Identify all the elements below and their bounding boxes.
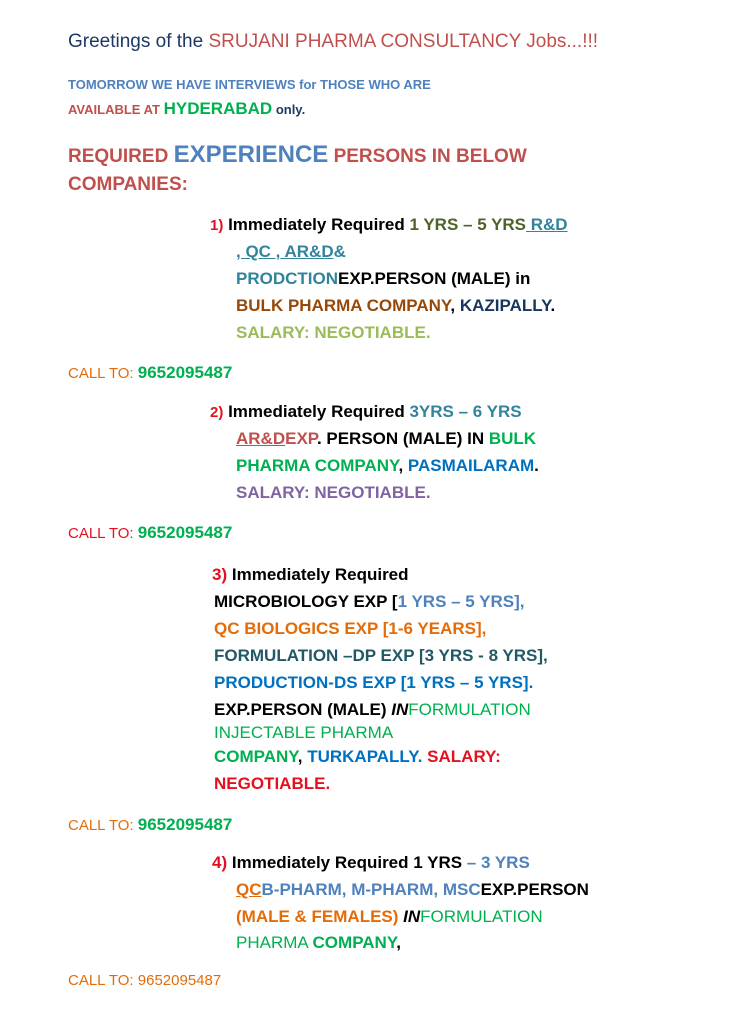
job-4-comma: , xyxy=(396,933,402,952)
job-1-line-1 xyxy=(210,215,568,235)
job-2-bulk: BULK xyxy=(488,429,537,448)
job-4-required: Immediately Required 1 YRS xyxy=(231,853,467,872)
heading-required: REQUIRED xyxy=(68,146,174,167)
job-2-company: PHARMA COMPANY xyxy=(236,456,399,475)
heading-line-2: COMPANIES: xyxy=(68,174,188,195)
job-3-formulation: FORMULATION –DP EXP [3 YRS - 8 YRS], xyxy=(214,646,548,665)
job-4-line-4 xyxy=(236,933,401,953)
job-1-period: . xyxy=(550,296,556,315)
job-2-line-2 xyxy=(236,429,536,449)
job-1-number: 1) xyxy=(210,217,224,234)
job-1-rd: R&D xyxy=(526,215,568,234)
job-4-line-3 xyxy=(236,907,543,927)
job-4-qc: QC xyxy=(236,880,262,899)
job-1-salary: SALARY: NEGOTIABLE. xyxy=(236,323,431,342)
job-3-line-6 xyxy=(214,700,531,720)
call-4-label: CALL TO: xyxy=(68,972,138,989)
call-4-phone[interactable]: 9652095487 xyxy=(137,972,222,989)
job-4-company: COMPANY xyxy=(312,933,397,952)
job-3-line-8 xyxy=(214,747,501,767)
job-1-location: KAZIPALLY xyxy=(459,296,551,315)
job-2-comma: , xyxy=(398,456,408,475)
intro-available: AVAILABLE AT xyxy=(68,102,164,117)
job-1-comma: , xyxy=(450,296,460,315)
job-4-gender: (MALE & FEMALES) xyxy=(236,907,404,926)
job-1-line-4 xyxy=(236,296,555,316)
job-1-amp: & xyxy=(333,242,346,261)
call-3 xyxy=(68,815,232,835)
intro-line-1: TOMORROW WE HAVE INTERVIEWS for THOSE WHO ARE xyxy=(68,77,431,92)
job-2-line-1 xyxy=(210,402,522,422)
job-2-line-3 xyxy=(236,456,539,476)
job-2-person: . PERSON (MALE) IN xyxy=(316,429,489,448)
call-1 xyxy=(68,363,232,383)
job-4-degrees: B-PHARM, M-PHARM, MSC xyxy=(261,880,481,899)
job-3-micro-end: ], xyxy=(514,592,525,611)
call-1-phone[interactable]: 9652095487 xyxy=(137,363,233,382)
job-1-production: PRODCTION xyxy=(236,269,338,288)
job-2-location: PASMAILARAM xyxy=(407,456,535,475)
job-2-number: 2) xyxy=(210,404,224,421)
job-1-company: BULK PHARMA COMPANY xyxy=(236,296,451,315)
job-3-qc-biologics: QC BIOLOGICS EXP [1-6 YEARS], xyxy=(214,619,487,638)
call-3-label: CALL TO: xyxy=(68,817,138,834)
job-3-salary-label: SALARY: xyxy=(427,747,501,766)
job-3-injectable: INJECTABLE PHARMA xyxy=(214,723,394,742)
job-3-period: . xyxy=(417,747,428,766)
job-1-line-2 xyxy=(236,242,346,262)
job-2-exp: EXP xyxy=(285,429,317,448)
job-1-exp-person: EXP.PERSON (MALE) in xyxy=(338,269,531,288)
job-2-years: 3YRS – 6 YRS xyxy=(409,402,522,421)
job-2-required: Immediately Required xyxy=(228,402,410,421)
job-4-line-1 xyxy=(212,853,530,873)
heading-experience: EXPERIENCE xyxy=(173,141,329,168)
heading-line-1 xyxy=(68,141,527,169)
heading-persons: PERSONS IN BELOW xyxy=(328,146,527,167)
greeting-line xyxy=(68,31,598,53)
job-4-number: 4) xyxy=(212,853,228,872)
job-1-years: 1 YRS – 5 YRS xyxy=(409,215,527,234)
greeting-prefix: Greetings of the xyxy=(68,31,209,52)
job-3-comma: , xyxy=(297,747,308,766)
job-4-in: IN xyxy=(403,907,421,926)
job-4-pharma: PHARMA xyxy=(236,933,313,952)
job-3-exp-person: EXP.PERSON (MALE) xyxy=(214,700,392,719)
greeting-company: SRUJANI PHARMA CONSULTANCY Jobs...!!! xyxy=(208,31,599,52)
job-1-qc-ard: , QC , AR&D xyxy=(236,242,334,261)
job-1-required: Immediately Required xyxy=(228,215,410,234)
job-4-line-2 xyxy=(236,880,589,900)
job-3-number: 3) xyxy=(212,565,228,584)
intro-only: only. xyxy=(272,102,306,117)
intro-line-2 xyxy=(68,99,305,119)
job-3-line-1 xyxy=(212,565,409,585)
job-3-negotiable: NEGOTIABLE. xyxy=(214,774,331,793)
job-4-form-word: FORMULATION xyxy=(420,907,543,926)
call-4 xyxy=(68,972,221,989)
call-3-phone[interactable]: 9652095487 xyxy=(137,815,233,834)
job-3-in: IN xyxy=(391,700,409,719)
job-3-production: PRODUCTION-DS EXP [1 YRS – 5 YRS]. xyxy=(214,673,534,692)
call-2-phone[interactable]: 9652095487 xyxy=(137,523,233,542)
job-2-ard: AR&D xyxy=(236,429,286,448)
job-3-micro-years: 1 YRS – 5 YRS xyxy=(397,592,515,611)
job-3-micro: MICROBIOLOGY EXP [ xyxy=(214,592,398,611)
job-3-location: TURKAPALLY xyxy=(307,747,418,766)
call-2-label: CALL TO: xyxy=(68,525,138,542)
job-4-years: – 3 YRS xyxy=(466,853,530,872)
job-3-required: Immediately Required xyxy=(231,565,409,584)
job-2-period: . xyxy=(534,456,539,475)
call-1-label: CALL TO: xyxy=(68,365,138,382)
job-3-form-word: FORMULATION xyxy=(408,700,531,719)
job-3-line-2 xyxy=(214,592,525,612)
job-2-salary: SALARY: NEGOTIABLE. xyxy=(236,483,431,502)
job-4-exp-person: EXP.PERSON xyxy=(480,880,589,899)
job-1-line-3 xyxy=(236,269,530,289)
call-2 xyxy=(68,523,232,543)
intro-city: HYDERABAD xyxy=(163,99,273,118)
job-3-company: COMPANY xyxy=(214,747,298,766)
